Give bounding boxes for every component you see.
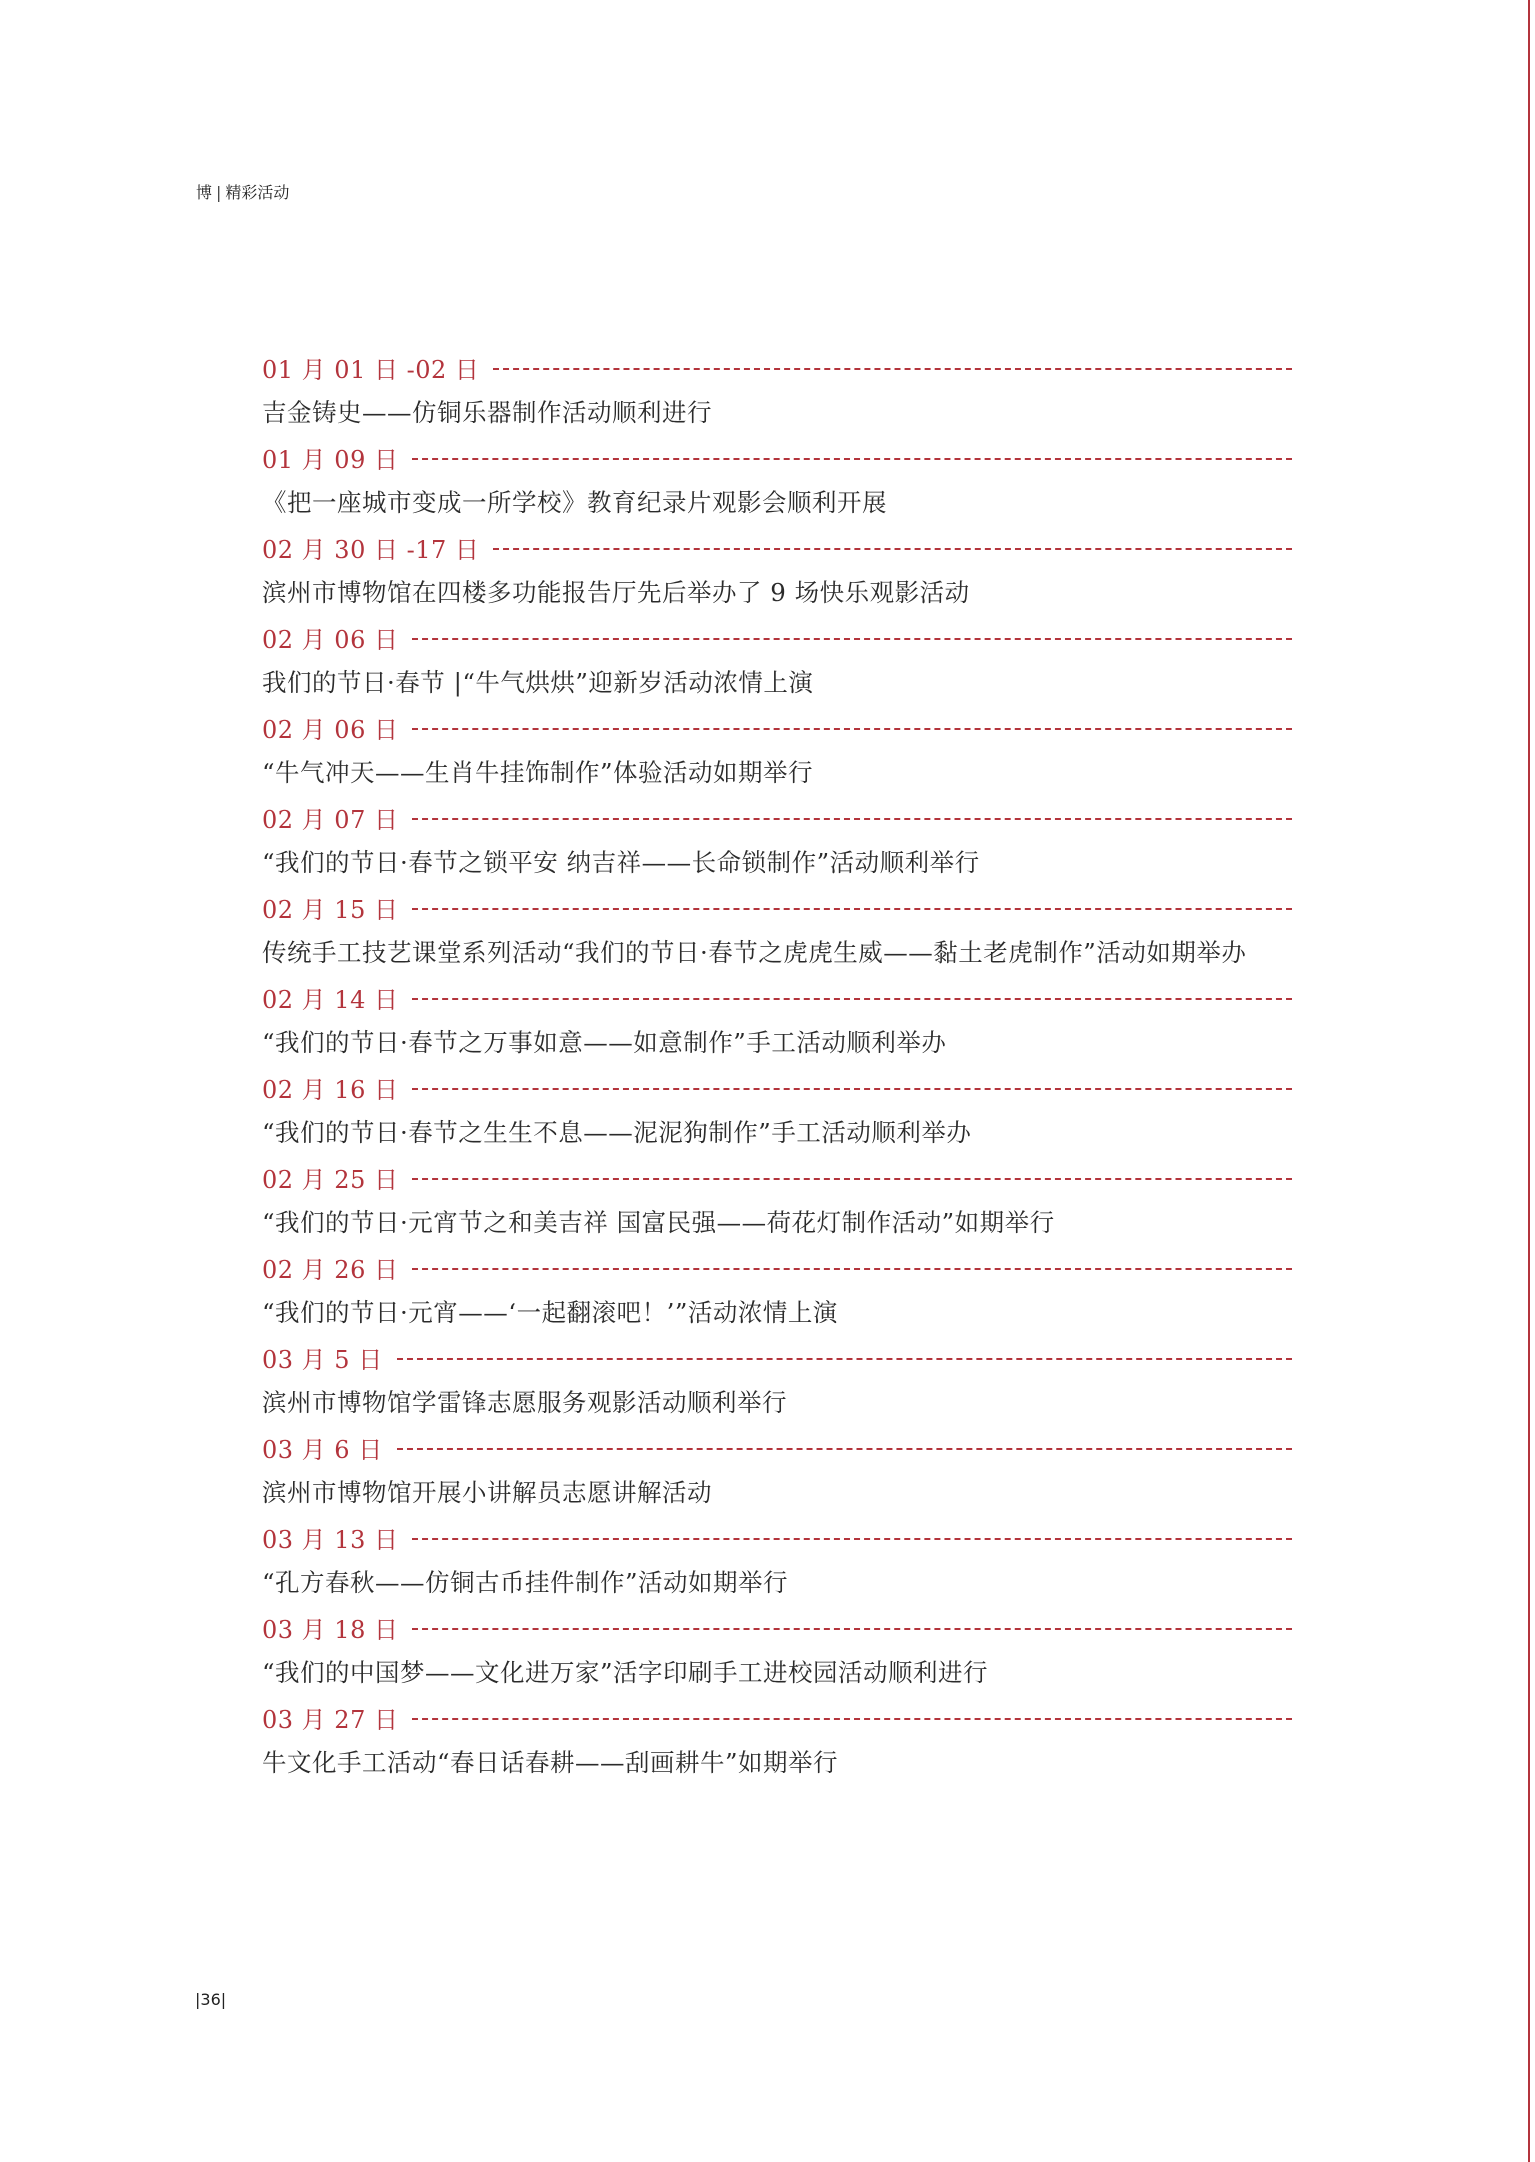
event-item: [262, 1155, 1292, 1245]
dashed-divider: [493, 548, 1292, 550]
dashed-divider: [412, 1628, 1292, 1630]
dashed-divider: [412, 1538, 1292, 1540]
event-date: 03 月 6 日: [262, 1436, 383, 1464]
event-item: [262, 1605, 1292, 1695]
event-title: 传统手工技艺课堂系列活动“我们的节日·春节之虎虎生威——黏土老虎制作”活动如期举办: [262, 938, 1247, 967]
event-date: 02 月 15 日: [262, 896, 399, 924]
event-date-row: [262, 975, 1292, 1020]
event-title: 牛文化手工活动“春日话春耕——刮画耕牛”如期举行: [262, 1748, 839, 1777]
running-header: [196, 180, 289, 203]
event-date: 02 月 25 日: [262, 1166, 399, 1194]
dashed-divider: [412, 728, 1292, 730]
event-date: 02 月 16 日: [262, 1076, 399, 1104]
event-date: 01 月 01 日 -02 日: [262, 356, 480, 384]
dashed-divider: [412, 818, 1292, 820]
event-date: 02 月 07 日: [262, 806, 399, 834]
event-item: [262, 975, 1292, 1065]
event-date-row: [262, 1605, 1292, 1650]
event-date-row: [262, 615, 1292, 660]
dashed-divider: [397, 1358, 1292, 1360]
event-date: 03 月 13 日: [262, 1526, 399, 1554]
dashed-divider: [412, 998, 1292, 1000]
header-separator: |: [216, 183, 222, 202]
event-item: [262, 795, 1292, 885]
event-item: [262, 1695, 1292, 1785]
event-date: 02 月 26 日: [262, 1256, 399, 1284]
event-title: “我们的节日·春节之万事如意——如意制作”手工活动顺利举办: [262, 1028, 947, 1057]
event-date: 02 月 14 日: [262, 986, 399, 1014]
header-section-title: 精彩活动: [225, 183, 290, 202]
event-item: [262, 1425, 1292, 1515]
event-title: “牛气冲天——生肖牛挂饰制作”体验活动如期举行: [262, 758, 814, 787]
event-item: [262, 705, 1292, 795]
event-date-row: [262, 1065, 1292, 1110]
event-date: 02 月 30 日 -17 日: [262, 536, 480, 564]
header-section-char: 博: [196, 183, 213, 202]
event-date: 03 月 5 日: [262, 1346, 383, 1374]
event-title: “我们的节日·元宵节之和美吉祥 国富民强——荷花灯制作活动”如期举行: [262, 1208, 1055, 1237]
dashed-divider: [397, 1448, 1292, 1450]
event-item: [262, 345, 1292, 435]
dashed-divider: [412, 638, 1292, 640]
event-date-row: [262, 1695, 1292, 1740]
event-item: [262, 435, 1292, 525]
event-title: “我们的节日·春节之锁平安 纳吉祥——长命锁制作”活动顺利举行: [262, 848, 980, 877]
event-item: [262, 615, 1292, 705]
event-date: 02 月 06 日: [262, 626, 399, 654]
dashed-divider: [412, 458, 1292, 460]
event-title: “我们的中国梦——文化进万家”活字印刷手工进校园活动顺利进行: [262, 1658, 989, 1687]
event-date: 02 月 06 日: [262, 716, 399, 744]
event-date-row: [262, 1425, 1292, 1470]
event-title: “孔方春秋——仿铜古币挂件制作”活动如期举行: [262, 1568, 789, 1597]
event-item: [262, 1335, 1292, 1425]
dashed-divider: [412, 908, 1292, 910]
event-date-row: [262, 525, 1292, 570]
event-title: 我们的节日·春节 |“牛气烘烘”迎新岁活动浓情上演: [262, 668, 814, 697]
event-date: 03 月 18 日: [262, 1616, 399, 1644]
event-date-row: [262, 1515, 1292, 1560]
event-title: 《把一座城市变成一所学校》教育纪录片观影会顺利开展: [262, 488, 887, 517]
event-item: [262, 1065, 1292, 1155]
event-date-row: [262, 345, 1292, 390]
event-date-row: [262, 1245, 1292, 1290]
event-date-row: [262, 705, 1292, 750]
event-list: [262, 345, 1292, 1785]
event-date: 01 月 09 日: [262, 446, 399, 474]
page-number: |36|: [195, 1990, 227, 2009]
event-date-row: [262, 885, 1292, 930]
page-edge-line: [1528, 0, 1530, 2162]
dashed-divider: [412, 1178, 1292, 1180]
event-date-row: [262, 1335, 1292, 1380]
event-date-row: [262, 1155, 1292, 1200]
event-item: [262, 525, 1292, 615]
event-title: 滨州市博物馆学雷锋志愿服务观影活动顺利举行: [262, 1388, 787, 1417]
event-title: 滨州市博物馆开展小讲解员志愿讲解活动: [262, 1478, 712, 1507]
event-title: “我们的节日·春节之生生不息——泥泥狗制作”手工活动顺利举办: [262, 1118, 972, 1147]
dashed-divider: [412, 1088, 1292, 1090]
dashed-divider: [412, 1268, 1292, 1270]
event-item: [262, 1515, 1292, 1605]
event-date-row: [262, 795, 1292, 840]
event-item: [262, 885, 1292, 975]
event-date-row: [262, 435, 1292, 480]
event-item: [262, 1245, 1292, 1335]
event-date: 03 月 27 日: [262, 1706, 399, 1734]
dashed-divider: [412, 1718, 1292, 1720]
event-title: “我们的节日·元宵——‘一起翻滚吧！’”活动浓情上演: [262, 1298, 838, 1327]
dashed-divider: [493, 368, 1292, 370]
event-title: 滨州市博物馆在四楼多功能报告厅先后举办了 9 场快乐观影活动: [262, 578, 970, 607]
event-title: 吉金铸史——仿铜乐器制作活动顺利进行: [262, 398, 712, 427]
